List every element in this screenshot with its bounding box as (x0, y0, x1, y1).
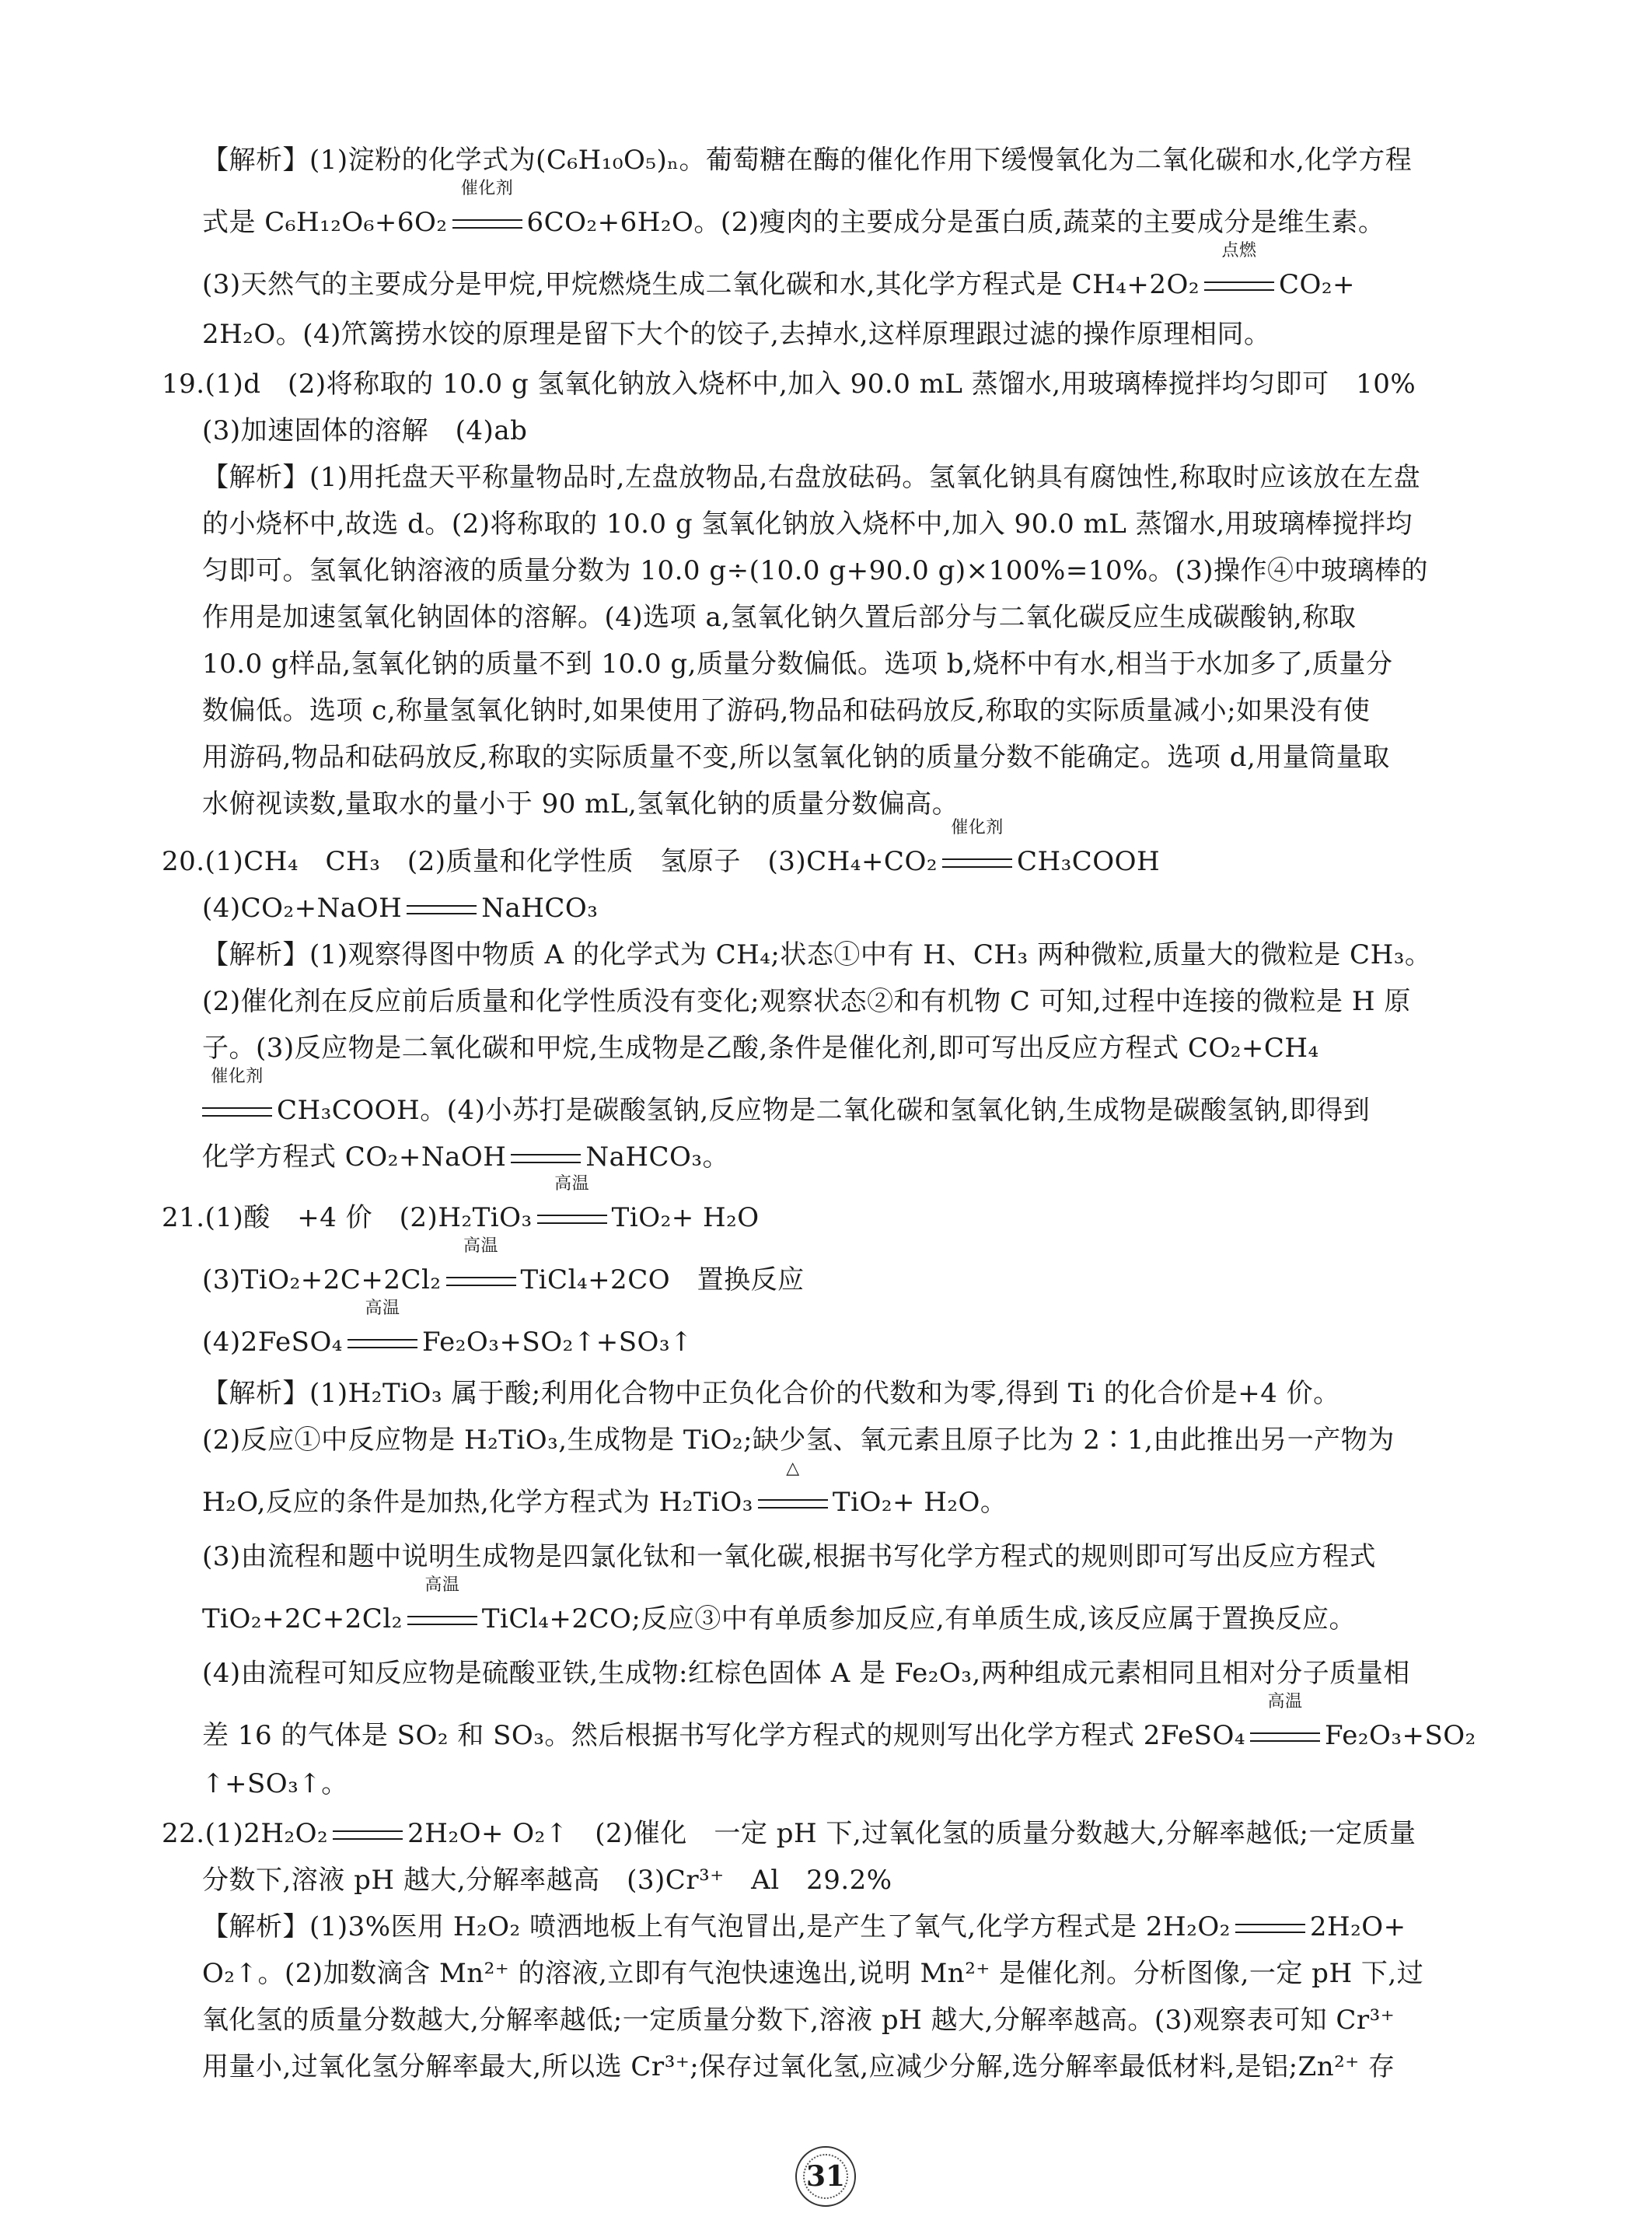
text-line: (3)天然气的主要成分是甲烷,甲烷燃烧生成二氧化碳和水,其化学方程式是 CH₄+2O₂ 点燃 CO₂+ (202, 266, 1477, 303)
text-line: (2)反应①中反应物是 H₂TiO₃,生成物是 TiO₂;缺少氢、氧元素且原子比为 2∶1,由此推出另一产物为 (202, 1425, 1395, 1456)
text-line: 分数下,溶液 pH 越大,分解率越高 (3)Cr³⁺ Al 29.2% (202, 1865, 892, 1896)
text-line: O₂↑。(2)加数滴含 Mn²⁺ 的溶液,立即有气泡快速逸出,说明 Mn²⁺ 是催化剂。分析图像,一定 pH 下,过 (202, 1958, 1424, 1989)
reaction-arrow: 高温 (537, 1199, 607, 1236)
text-line: 氧化氢的质量分数越大,分解率越低;一定质量分数下,溶液 pH 越大,分解率越高。(3)观察表可知 Cr³⁺ (202, 2005, 1395, 2036)
text-line: (3)由流程和题中说明生成物是四氯化钛和一氧化碳,根据书写化学方程式的规则即可写出反应方程式 (202, 1541, 1376, 1572)
answer-20: 20.(1)CH₄ CH₃ (2)质量和化学性质 氢原子 (3)CH₄+CO₂ 催化剂 CH₃COOH (162, 843, 1437, 880)
reaction-arrow: 高温 (407, 1600, 477, 1638)
reaction-arrow: 催化剂 (202, 1092, 272, 1129)
text-line: (2)催化剂在反应前后质量和化学性质没有变化;观察状态②和有机物 C 可知,过程中连接的微粒是 H 原 (202, 986, 1411, 1017)
text-line: 用量小,过氧化氢分解率最大,所以选 Cr³⁺;保存过氧化氢,应减少分解,选分解率最低材料,是铝;Zn²⁺ 存 (202, 2051, 1395, 2082)
text-line: 差 16 的气体是 SO₂ 和 SO₃。然后根据书写化学方程式的规则写出化学方程式 2FeSO₄ 高温 Fe₂O₃+SO₂ (202, 1717, 1477, 1754)
text-line: 【解析】(1)H₂TiO₃ 属于酸;利用化合物中正负化合价的代数和为零,得到 Ti 的化合价是+4 价。 (202, 1378, 1340, 1409)
reaction-arrow: 点燃 (1204, 266, 1274, 303)
answer-22: 22.(1)2H₂O₂ 2H₂O+ O₂↑ (2)催化 一定 pH 下,过氧化氢的质量分数越大,分解率越低;一定质量 (162, 1815, 1437, 1852)
reaction-arrow: 催化剂 (942, 843, 1012, 880)
reaction-arrow: 高温 (348, 1323, 417, 1361)
text-line: (3)加速固体的溶解 (4)ab (202, 415, 528, 446)
text-line: (3)TiO₂+2C+2Cl₂ 高温 TiCl₄+2CO 置换反应 (202, 1261, 1477, 1299)
text-line: 用游码,物品和砝码放反,称取的实际质量不变,所以氢氧化钠的质量分数不能确定。选项 d,用量筒量取 (202, 742, 1390, 773)
text-line: 数偏低。选项 c,称量氢氧化钠时,如果使用了游码,物品和砝码放反,称取的实际质量减小;如果没有使 (202, 695, 1371, 726)
reaction-arrow: 高温 (1250, 1717, 1320, 1754)
text-line: 子。(3)反应物是二氧化碳和甲烷,生成物是乙酸,条件是催化剂,即可写出反应方程式 CO₂+CH₄ (202, 1033, 1319, 1064)
equals-sign (407, 890, 477, 927)
text-line: 【解析】(1)用托盘天平称量物品时,左盘放物品,右盘放砝码。氢氧化钠具有腐蚀性,称取时应该放在左盘 (202, 462, 1421, 493)
text-line: 的小烧杯中,故选 d。(2)将称取的 10.0 g 氢氧化钠放入烧杯中,加入 90.0 mL 蒸馏水,用玻璃棒搅拌均 (202, 509, 1413, 540)
text-line: 水俯视读数,量取水的量小于 90 mL,氢氧化钠的质量分数偏高。 (202, 788, 959, 820)
text-line: 匀即可。氢氧化钠溶液的质量分数为 10.0 g÷(10.0 g+90.0 g)×100%=10%。(3)操作④中玻璃棒的 (202, 555, 1429, 586)
text-line: 作用是加速氢氧化钠固体的溶解。(4)选项 a,氢氧化钠久置后部分与二氧化碳反应生成碳酸钠,称取 (202, 602, 1357, 633)
text-line: (4)CO₂+NaOH NaHCO₃ (202, 890, 1477, 927)
text-line: (4)由流程可知反应物是硫酸亚铁,生成物:红棕色固体 A 是 Fe₂O₃,两种组成元素相同且相对分子质量相 (202, 1658, 1410, 1689)
text-line: ↑+SO₃↑。 (202, 1768, 348, 1799)
equals-sign (511, 1138, 581, 1176)
page-number: 31 (795, 2146, 856, 2207)
text-line: H₂O,反应的条件是加热,化学方程式为 H₂TiO₃ △ TiO₂+ H₂O。 (202, 1484, 1477, 1521)
text-line: TiO₂+2C+2Cl₂ 高温 TiCl₄+2CO;反应③中有单质参加反应,有单质生成,该反应属于置换反应。 (202, 1600, 1477, 1638)
equals-sign (1235, 1908, 1305, 1946)
answer-19: 19.(1)d (2)将称取的 10.0 g 氢氧化钠放入烧杯中,加入 90.0 mL 蒸馏水,用玻璃棒搅拌均匀即可 10% (162, 369, 1416, 400)
reaction-arrow: 高温 (446, 1261, 516, 1299)
text-line: 【解析】(1)观察得图中物质 A 的化学式为 CH₄;状态①中有 H、CH₃ 两种微粒,质量大的微粒是 CH₃。 (202, 939, 1432, 970)
text-line: 【解析】(1)淀粉的化学式为(C₆H₁₀O₅)ₙ。葡萄糖在酶的催化作用下缓慢氧化为二氧化碳和水,化学方程 (202, 145, 1413, 176)
text-line: 催化剂 CH₃COOH。(4)小苏打是碳酸氢钠,反应物是二氧化碳和氢氧化钠,生成物是碳酸氢钠,即得到 (202, 1092, 1477, 1129)
text-line: 式是 C₆H₁₂O₆+6O₂ 催化剂 6CO₂+6H₂O。(2)瘦肉的主要成分是蛋白质,蔬菜的主要成分是维生素。 (202, 204, 1477, 241)
equals-sign (333, 1815, 403, 1852)
answer-21: 21.(1)酸 +4 价 (2)H₂TiO₃ 高温 TiO₂+ H₂O (162, 1199, 1437, 1236)
text-line: (4)2FeSO₄ 高温 Fe₂O₃+SO₂↑+SO₃↑ (202, 1323, 1477, 1361)
reaction-arrow: △ (758, 1484, 828, 1521)
text-line: 10.0 g样品,氢氧化钠的质量不到 10.0 g,质量分数偏低。选项 b,烧杯中有水,相当于水加多了,质量分 (202, 649, 1393, 680)
text-line: 化学方程式 CO₂+NaOH NaHCO₃。 (202, 1138, 1477, 1176)
text-line: 2H₂O。(4)笊篱捞水饺的原理是留下大个的饺子,去掉水,这样原理跟过滤的操作原理相同。 (202, 319, 1271, 350)
reaction-arrow: 催化剂 (452, 204, 522, 241)
text-line: 【解析】(1)3%医用 H₂O₂ 喷洒地板上有气泡冒出,是产生了氧气,化学方程式是 2H₂O₂ 2H₂O+ (202, 1908, 1477, 1946)
